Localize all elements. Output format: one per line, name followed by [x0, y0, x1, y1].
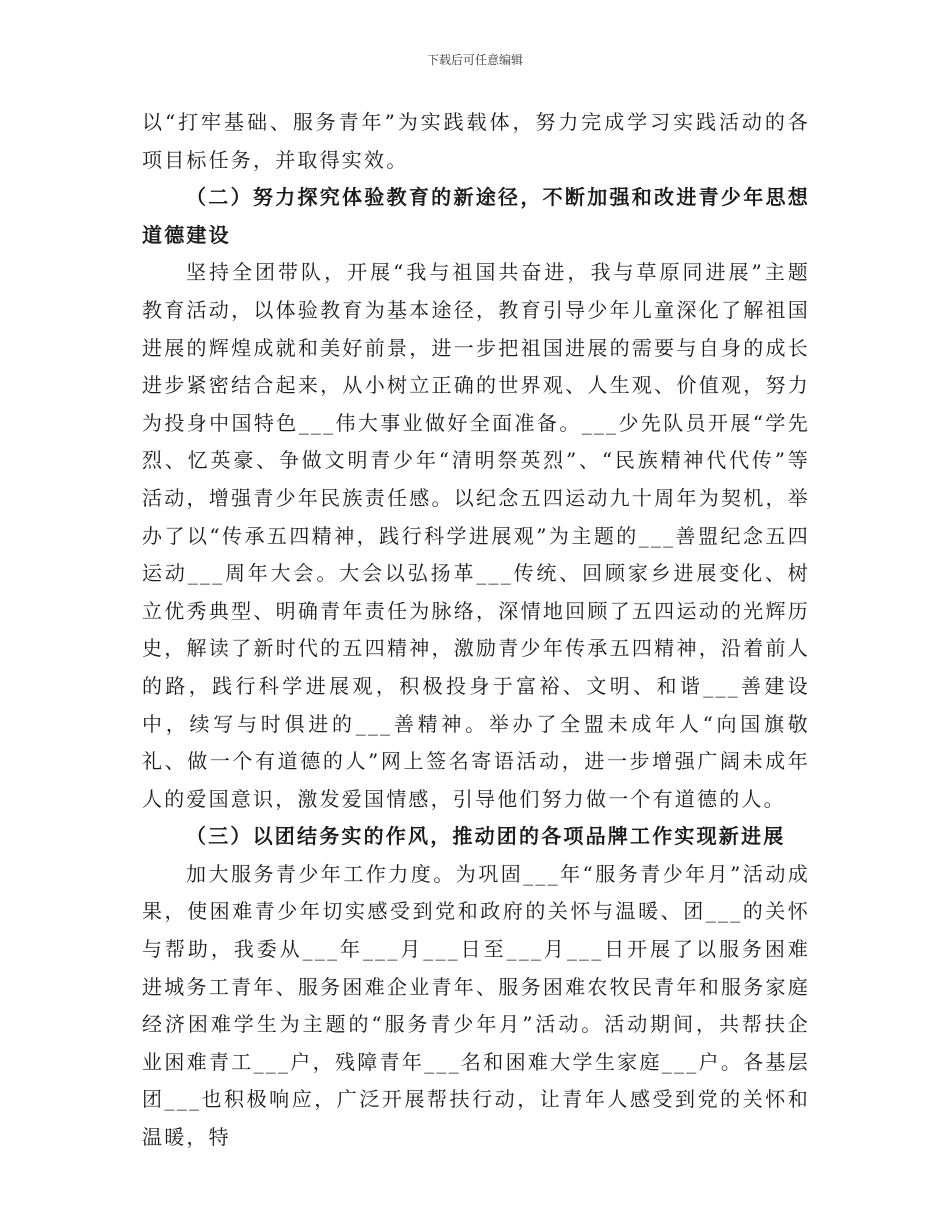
document-body: [142, 104, 810, 1157]
paragraph-continuation: 以“打牢基础、服务青年”为实践载体，努力完成学习实践活动的各项目标任务，并取得实效。: [142, 110, 810, 172]
paragraph-section-2: 坚持全团带队，开展“我与祖国共奋进，我与草原同进展”主题教育活动，以体验教育为基本途径，教育引导少年儿童深化了解祖国进展的辉煌成就和美好前景，进一步把祖国进展的需要与自身的成长进步紧密结合起来，从小树立正确的世界观、人生观、价值观，努力为投身中国特色___伟大事业做好全面准备。___少先队员开展“学先烈、忆英豪、争做文明青少年“清明祭英烈”、“民族精神代代传”等活动，增强青少年民族责任感。以纪念五四运动九十周年为契机，举办了以“传承五四精神，践行科学进展观”为主题的___善盟纪念五四运动___周年大会。大会以弘扬革___传统、回顾家乡进展变化、树立优秀典型、明确青年责任为脉络，深情地回顾了五四运动的光辉历史，解读了新时代的五四精神，激励青少年传承五四精神，沿着前人的路，践行科学进展观，积极投身于富裕、文明、和谐___善建设中，续写与时俱进的___善精神。举办了全盟未成年人“向国旗敬礼、做一个有道德的人”网上签名寄语活动，进一步增强广阔未成年人的爱国意识，激发爱国情感，引导他们努力做一个有道德的人。: [142, 260, 810, 811]
page-header: 下载后可任意编辑: [426, 53, 523, 67]
section-heading-3: （三）以团结务实的作风，推动团的各项品牌工作实现新进展: [186, 824, 786, 849]
section-heading-2: （二）努力探究体验教育的新途径，不断加强和改进青少年思想道德建设: [142, 185, 810, 247]
paragraph-section-3: 加大服务青少年工作力度。为巩固___年“服务青少年月”活动成果，使困难青少年切实感受到党和政府的关怀与温暖、团___的关怀与帮助，我委从___年___月___日至___月___日开展了以服务困难进城务工青年、服务困难企业青年、服务困难农牧民青年和服务家庭经济困难学生为主题的“服务青少年月”活动。活动期间，共帮扶企业困难青工___户，残障青年___名和困难大学生家庭___户。各基层团___也积极响应，广泛开展帮扶行动，让青年人感受到党的关怀和温暖，特: [142, 861, 810, 1150]
